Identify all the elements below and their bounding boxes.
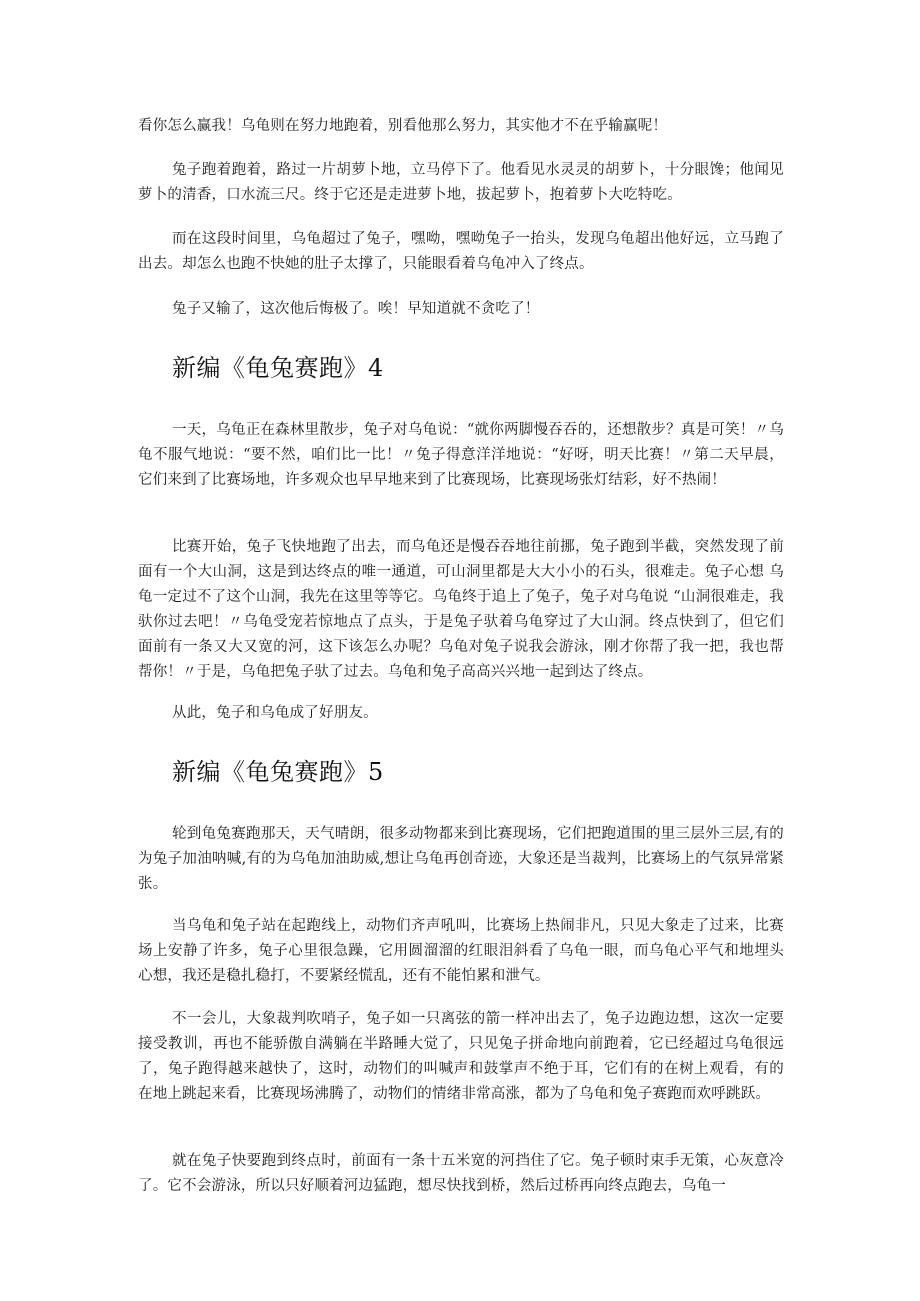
paragraph-11: 就在兔子快要跑到终点时，前面有一条十五米宽的河挡住了它。兔子顿时束手无策，心灰意冷了。它不会游泳，所以只好顺着河边猛跑，想尽快找到桥，然后过桥再向终点跑去，乌龟一: [138, 1153, 784, 1194]
paragraph-2: 兔子跑着跑着，路过一片胡萝卜地，立马停下了。他看见水灵灵的胡萝卜，十分眼馋；他闻见萝卜的清香，口水流三尺。终于它还是走进萝卜地，拔起萝卜，抱着萝卜大吃特吃。: [138, 162, 784, 203]
paragraph-8: 轮到龟兔赛跑那天，天气晴朗，很多动物都来到比赛现场，它们把跑道围的里三层外三层,有的为兔子加油呐喊,有的为乌龟加油助威,想让乌龟再创奇迹，大象还是当裁判，比赛场上的气氛异常紧张。: [138, 826, 784, 892]
paragraph-5: 一天，乌龟正在森林里散步，兔子对乌龟说：“就你两脚慢吞吞的，还想散步？真是可笑！〃乌龟不服气地说：“要不然，咱们比一比！〃兔子得意洋洋地说：“好呀，明天比赛！〃第二天早晨，它们来到了比赛场地，许多观众也早早地来到了比赛现场，比赛现场张灯结彩，好不热闹！: [138, 422, 784, 488]
paragraph-9: 当乌龟和兔子站在起跑线上，动物们齐声吼叫，比赛场上热闹非凡，只见大象走了过来，比赛场上安静了许多，兔子心里很急躁，它用圆溜溜的红眼泪斜看了乌龟一眼，而乌龟心平气和地埋头心想，我还是稳扎稳打，不要紧经慌乱，还有不能怕累和泄气。: [138, 918, 784, 984]
paragraph-4: 兔子又输了，这次他后悔极了。唉！早知道就不贪吃了！: [172, 301, 540, 317]
paragraph-7: 从此，兔子和乌龟成了好朋友。: [172, 705, 378, 721]
paragraph-10: 不一会儿，大象裁判吹哨子，兔子如一只离弦的箭一样冲出去了，兔子边跑边想，这次一定要接受教训，再也不能骄傲自满躺在半路睡大觉了，只见兔子拼命地向前跑着，它已经超过乌龟很远了，兔子跑得越来越快了，这时，动物们的叫喊声和鼓掌声不绝于耳，它们有的在树上观看，有的在地上跳起来看，比赛现场沸腾了，动物们的情绪非常高涨，都为了乌龟和兔子赛跑而欢呼跳跃。: [138, 1011, 784, 1102]
paragraph-6: 比赛开始，兔子飞快地跑了出去，而乌龟还是慢吞吞地往前挪，兔子跑到半截，突然发现了前面有一个大山洞，这是到达终点的唯一通道，可山洞里都是大大小小的石头，很难走。兔子心想 乌龟一定过不了这个山洞，我先在这里等等它。乌龟终于追上了兔子，兔子对乌龟说 “山洞很难走，我驮你过去吧！〃乌龟受宠若惊地点了点头，于是兔子驮着乌龟穿过了大山洞。终点快到了，但它们面前有一条又大又宽的河，这下该怎么办呢？乌龟对兔子说我会游泳，刚才你帮了我一把，我也帮帮你！〃于是，乌龟把兔子驮了过去。乌龟和兔子高高兴兴地一起到达了终点。: [138, 539, 784, 680]
section-heading-5: 新编《龟兔赛跑》5: [172, 758, 384, 786]
paragraph-1: 看你怎么赢我！乌龟则在努力地跑着，别看他那么努力，其实他才不在乎输赢呢！: [138, 118, 668, 134]
paragraph-3: 而在这段时间里，乌龟超过了兔子，嘿呦，嘿呦兔子一抬头，发现乌龟超出他好远，立马跑了出去。却怎么也跑不快她的肚子太撑了，只能眼看着乌龟冲入了终点。: [138, 231, 784, 272]
section-heading-4: 新编《龟兔赛跑》4: [172, 354, 384, 382]
